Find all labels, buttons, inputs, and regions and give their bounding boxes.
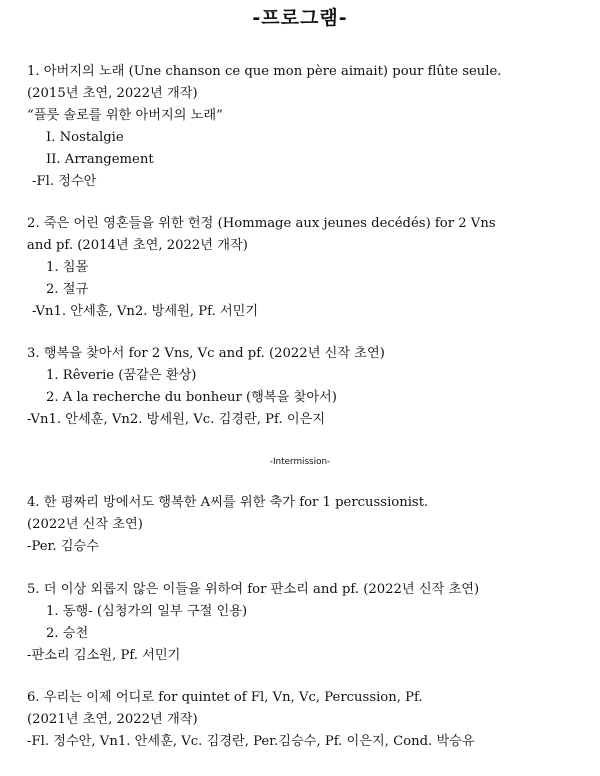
piece-6-performers: -Fl. 정수안, Vn1. 안세훈, Vc. 김경란, Per.김승수, Pf. 이은지, Cond. 박승유 bbox=[27, 734, 475, 749]
piece-2-title-line-2: and pf. (2014년 초연, 2022년 개작) bbox=[27, 238, 248, 253]
piece-3-title: 3. 행복을 찾아서 for 2 Vns, Vc and pf. (2022년 신작 초연) bbox=[27, 346, 385, 361]
piece-1-movement-1: I. Nostalgie bbox=[46, 130, 124, 145]
piece-1-performers: -Fl. 정수안 bbox=[32, 174, 97, 189]
piece-2-title-line-1: 2. 죽은 어린 영혼들을 위한 헌정 (Hommage aux jeunes decédés) for 2 Vns bbox=[27, 216, 496, 231]
piece-5-movement-2: 2. 승천 bbox=[46, 626, 89, 641]
piece-2-movement-1: 1. 침몰 bbox=[46, 260, 89, 275]
piece-4-title: 4. 한 평짜리 방에서도 행복한 A씨를 위한 축가 for 1 percussionist. bbox=[27, 495, 429, 510]
piece-6-title: 6. 우리는 이제 어디로 for quintet of Fl, Vn, Vc, Percussion, Pf. bbox=[27, 690, 423, 705]
piece-1-movement-2: II. Arrangement bbox=[46, 152, 154, 167]
piece-2-movement-2: 2. 절규 bbox=[46, 282, 89, 297]
piece-3-movement-1: 1. Rêverie (꿈같은 환상) bbox=[46, 368, 197, 383]
piece-1-note: (2015년 초연, 2022년 개작) bbox=[27, 86, 198, 101]
piece-2-performers: -Vn1. 안세훈, Vn2. 방세원, Pf. 서민기 bbox=[32, 304, 259, 319]
piece-6-note: (2021년 초연, 2022년 개작) bbox=[27, 712, 198, 727]
piece-1-subtitle: “플룻 솔로를 위한 아버지의 노래” bbox=[27, 108, 223, 123]
piece-4-performers: -Per. 김승수 bbox=[27, 539, 99, 554]
piece-3-performers: -Vn1. 안세훈, Vn2. 방세원, Vc. 김경란, Pf. 이은지 bbox=[27, 412, 326, 427]
piece-4-note: (2022년 신작 초연) bbox=[27, 517, 143, 532]
piece-5-movement-1: 1. 동행- (심청가의 일부 구절 인용) bbox=[46, 604, 248, 619]
piece-3-movement-2: 2. A la recherche du bonheur (행복을 찾아서) bbox=[46, 390, 337, 405]
page-title: -프로그램- bbox=[252, 7, 348, 29]
piece-1-title: 1. 아버지의 노래 (Une chanson ce que mon père aimait) pour flûte seule. bbox=[27, 64, 502, 79]
intermission-label: -Intermission- bbox=[269, 457, 331, 467]
piece-5-performers: -판소리 김소원, Pf. 서민기 bbox=[27, 648, 181, 663]
piece-5-title: 5. 더 이상 외롭지 않은 이들을 위하여 for 판소리 and pf. (2022년 신작 초연) bbox=[27, 582, 480, 597]
